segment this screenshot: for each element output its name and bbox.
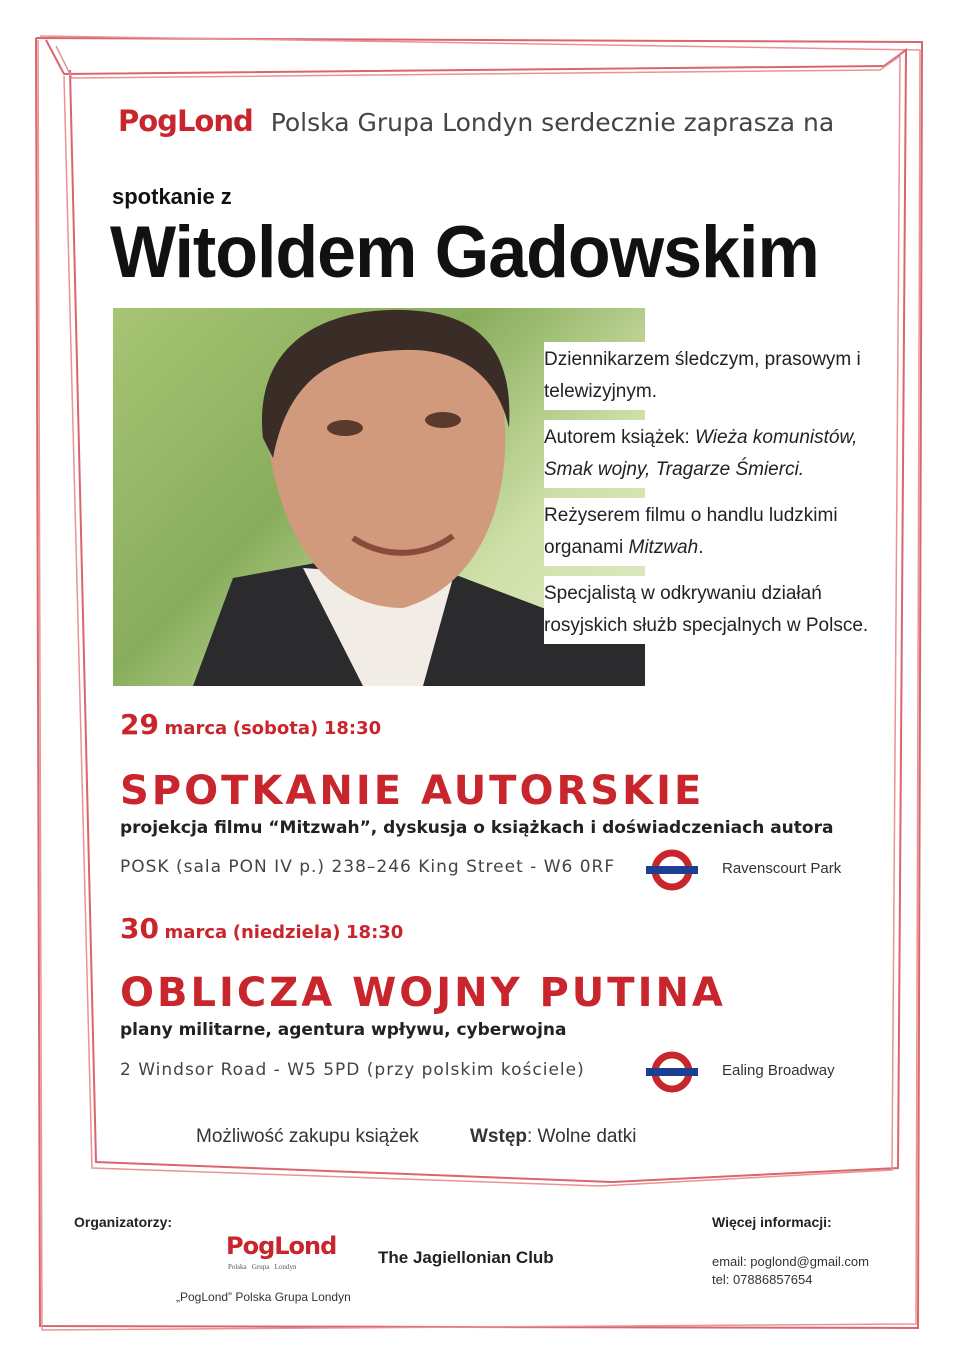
meeting-subtitle: spotkanie z [112,184,232,209]
guest-name: Witoldem Gadowskim [110,211,819,293]
poglond-logo: PogLond [118,104,253,138]
event-description: projekcja filmu “Mitzwah”, dyskusja o książkach i doświadczeniach autora [120,818,834,838]
event-address: POSK (sala PON IV p.) 238–246 King Street - W6 0RF [120,857,616,877]
underground-icon [644,1050,700,1094]
event-address: 2 Windsor Road - W5 5PD (przy polskim kościele) [120,1060,585,1080]
event-title: SPOTKANIE AUTORSKIE [120,768,705,814]
event-date: 30 marca (niedziela) 18:30 [120,912,404,945]
contact-phone[interactable]: tel: 07886857654 [712,1272,813,1287]
bio-item: Specjalistą w odkrywaniu działań rosyjskich służb specjalnych w Polsce. [544,576,884,644]
poglond-tagline: Polska Grupa Londyn [228,1263,297,1271]
more-info-label: Więcej informacji: [712,1214,832,1230]
station-name: Ealing Broadway [722,1062,835,1079]
bio-item: Autorem książek: Wieża komunistów, Smak wojny, Tragarze Śmierci. [544,420,884,488]
event-title: OBLICZA WOJNY PUTINA [120,970,726,1016]
bio-item: Dziennikarzem śledczym, prasowym i telewizyjnym. [544,342,884,410]
intro-line [118,104,834,138]
poglond-caption: „PogLond” Polska Grupa Londyn [176,1290,351,1304]
poglond-logo-footer: PogLond [226,1232,337,1260]
bio-list [544,342,884,654]
contact-email[interactable]: email: poglond@gmail.com [712,1254,869,1269]
organizers-label: Organizatorzy: [74,1214,173,1230]
underground-icon [644,848,700,892]
jagiellonian-club: The Jagiellonian Club [378,1248,554,1267]
books-note: Możliwość zakupu książek [196,1126,419,1147]
event-description: plany militarne, agentura wpływu, cyberwojna [120,1020,567,1040]
intro-text: Polska Grupa Londyn serdecznie zaprasza na [270,108,835,137]
bio-item: Reżyserem filmu o handlu ludzkimi organami Mitzwah. [544,498,884,566]
station-name: Ravenscourt Park [722,860,842,877]
entry-note: Wstęp: Wolne datki [470,1126,637,1147]
event-date: 29 marca (sobota) 18:30 [120,708,382,741]
